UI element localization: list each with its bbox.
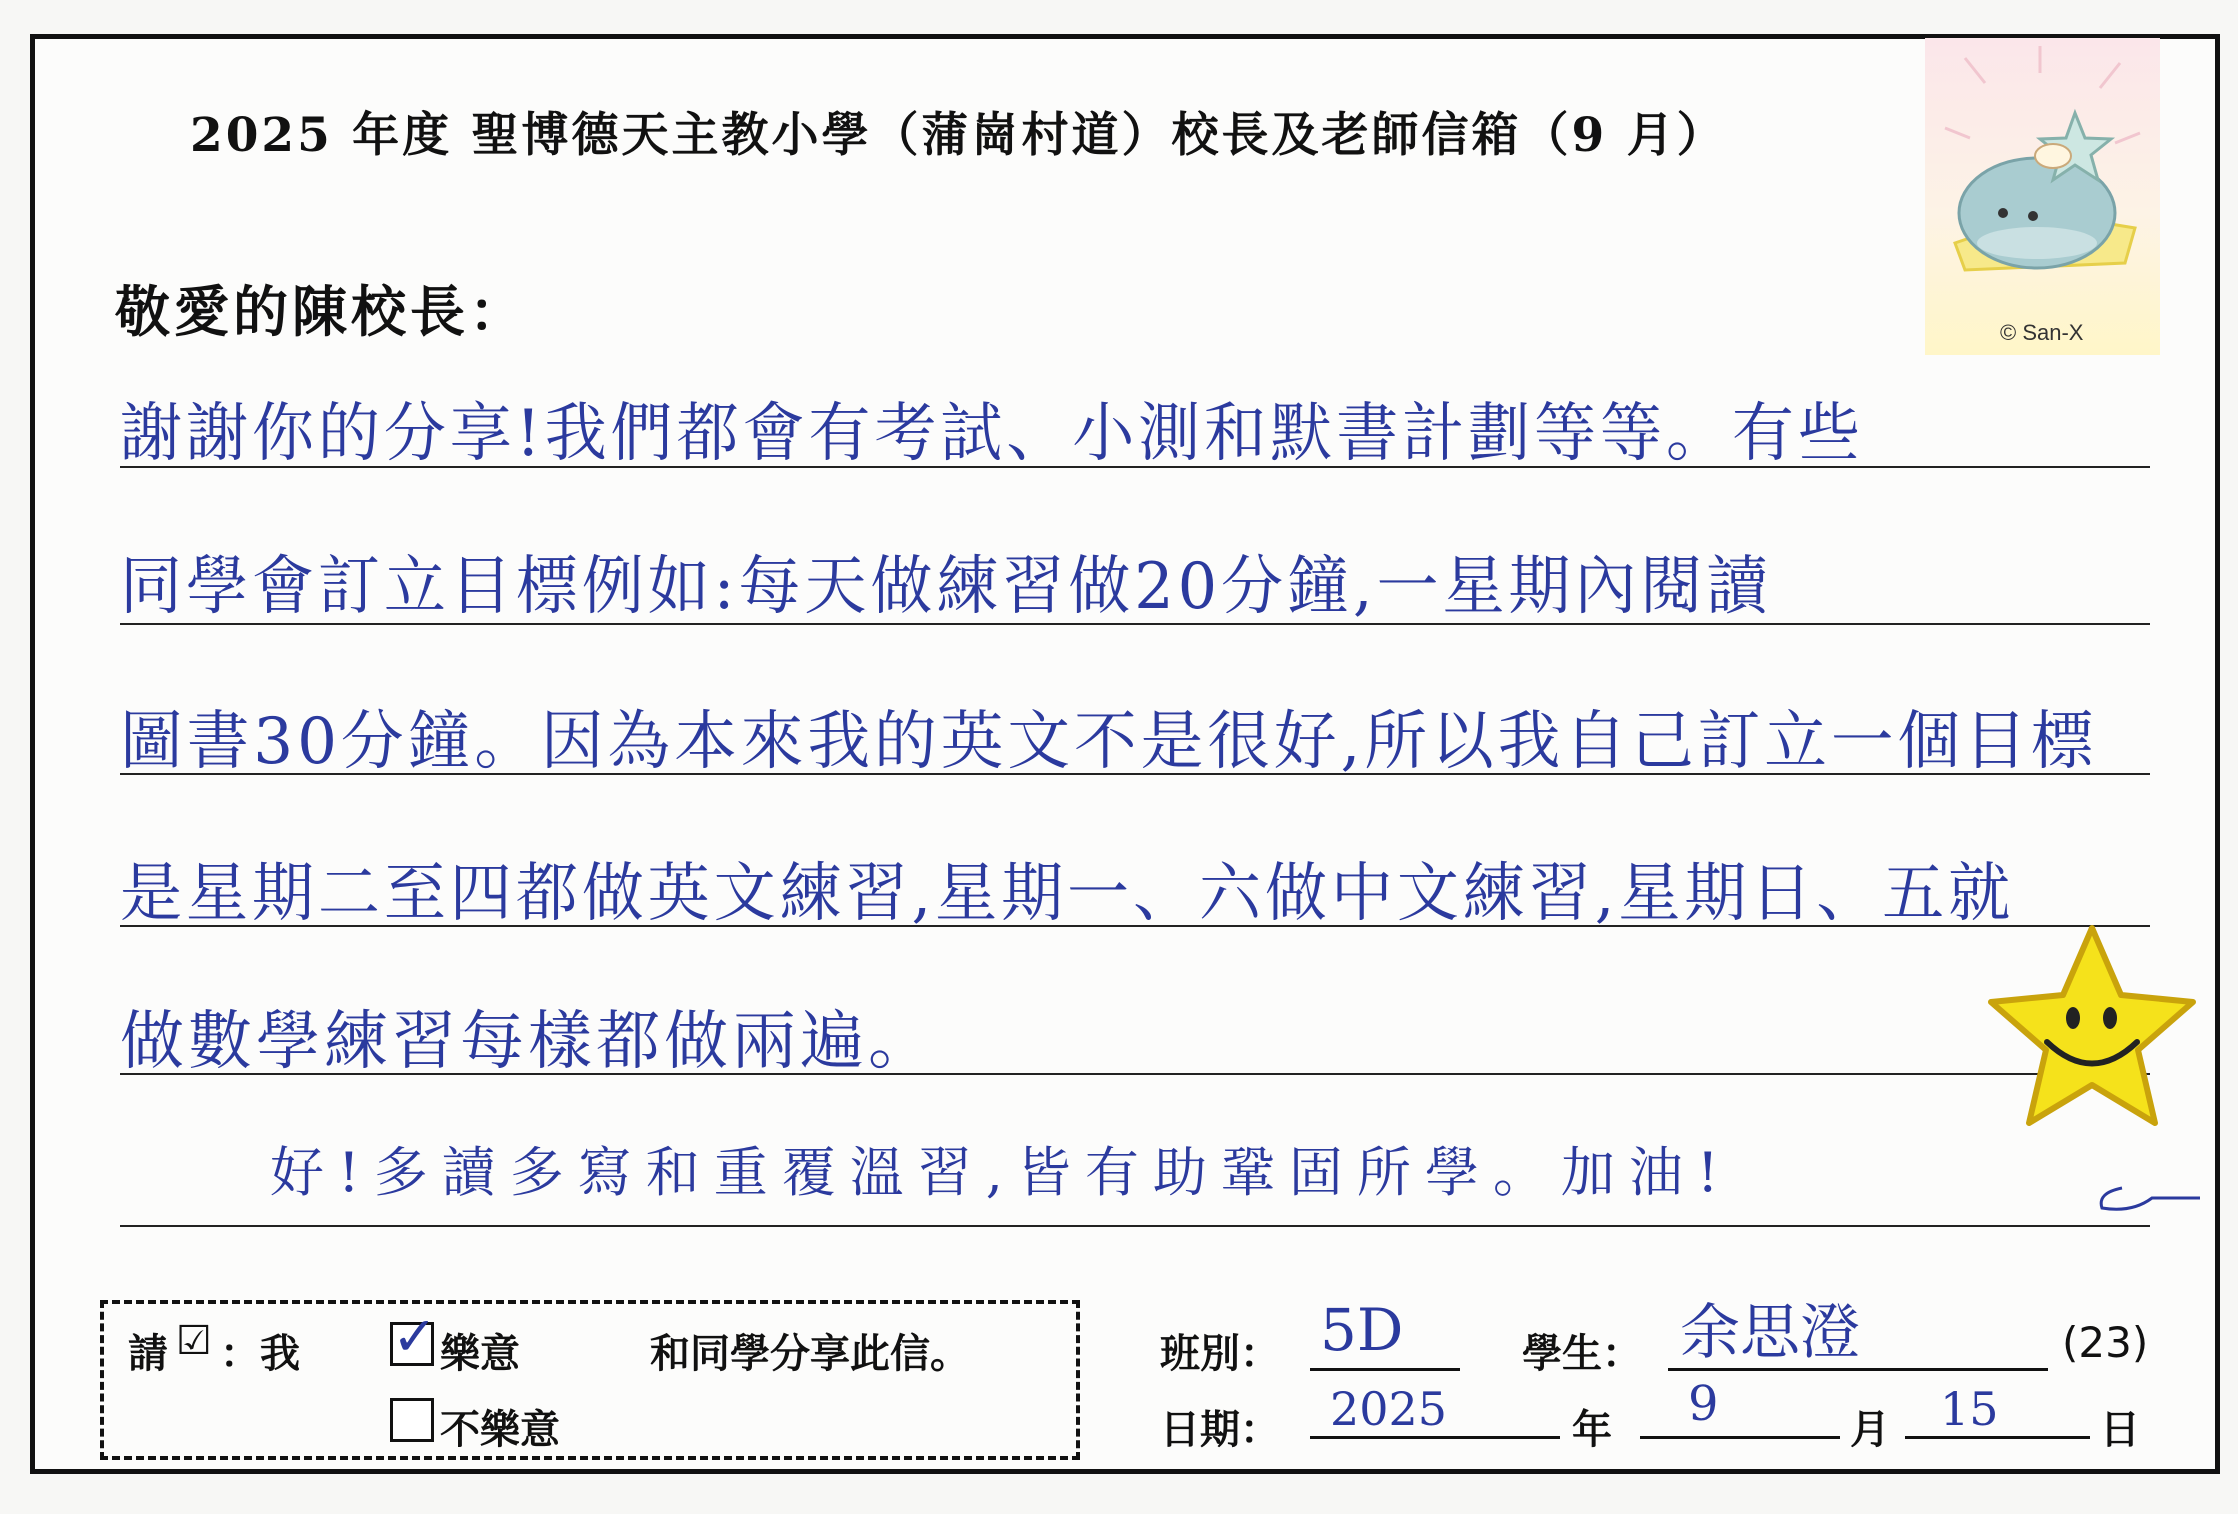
month-value: 9 bbox=[1688, 1376, 1719, 1432]
share-prompt: 請 bbox=[128, 1331, 168, 1377]
share-suffix: 和同學分享此信。 bbox=[650, 1331, 970, 1377]
year-value: 2025 bbox=[1330, 1382, 1448, 1436]
letter-title: 2025 年度 聖博德天主教小學（蒲崗村道）校長及老師信箱（9 月） bbox=[190, 108, 1727, 163]
sticker-copyright: © San-X bbox=[2000, 320, 2084, 345]
reply-flourish bbox=[2092, 1178, 2202, 1218]
student-name: 余思澄 bbox=[1680, 1298, 1860, 1368]
year-label: 年 bbox=[1572, 1407, 1612, 1453]
share-prompt-box: ☑ bbox=[176, 1318, 212, 1364]
check-mark-icon: ✓ bbox=[392, 1305, 438, 1368]
class-underline bbox=[1310, 1368, 1460, 1371]
letter-line-4: 是星期二至四都做英文練習,星期一、六做中文練習,星期日、五就 bbox=[120, 857, 2015, 931]
date-label: 日期： bbox=[1160, 1407, 1280, 1453]
ruled-line bbox=[120, 1225, 2150, 1227]
sticker-artwork bbox=[1925, 38, 2160, 318]
willing-label: 樂意 bbox=[440, 1331, 520, 1377]
student-label: 學生： bbox=[1522, 1331, 1642, 1377]
month-label: 月 bbox=[1850, 1407, 1890, 1453]
greeting: 敬愛的陳校長： bbox=[115, 280, 529, 344]
sumikko-sticker-icon bbox=[1925, 38, 2160, 355]
day-underline bbox=[1905, 1436, 2090, 1439]
day-value: 15 bbox=[1940, 1382, 1999, 1436]
letter-line-1: 謝謝你的分享!我們都會有考試、小測和默書計劃等等。有些 bbox=[120, 397, 1864, 471]
year-underline bbox=[1310, 1436, 1560, 1439]
letter-line-3: 圖書30分鐘。因為本來我的英文不是很好,所以我自己訂立一個目標 bbox=[120, 705, 2098, 779]
day-label: 日 bbox=[2100, 1407, 2140, 1453]
not-willing-label: 不樂意 bbox=[440, 1407, 560, 1453]
letter-line-5: 做數學練習每樣都做兩遍。 bbox=[120, 1005, 936, 1079]
not-willing-checkbox[interactable] bbox=[390, 1398, 434, 1442]
student-number: (23) bbox=[2062, 1318, 2149, 1367]
share-me: ：我 bbox=[220, 1331, 300, 1377]
class-value: 5D bbox=[1320, 1296, 1404, 1364]
letter-line-2: 同學會訂立目標例如:每天做練習做20分鐘,一星期內閱讀 bbox=[120, 550, 1773, 624]
class-label: 班別： bbox=[1160, 1331, 1280, 1377]
student-underline bbox=[1668, 1368, 2048, 1371]
smiley-star-icon bbox=[1985, 920, 2200, 1135]
principal-reply: 好!多讀多寫和重覆溫習,皆有助鞏固所學。加油! bbox=[270, 1141, 1733, 1204]
month-underline bbox=[1640, 1436, 1840, 1439]
